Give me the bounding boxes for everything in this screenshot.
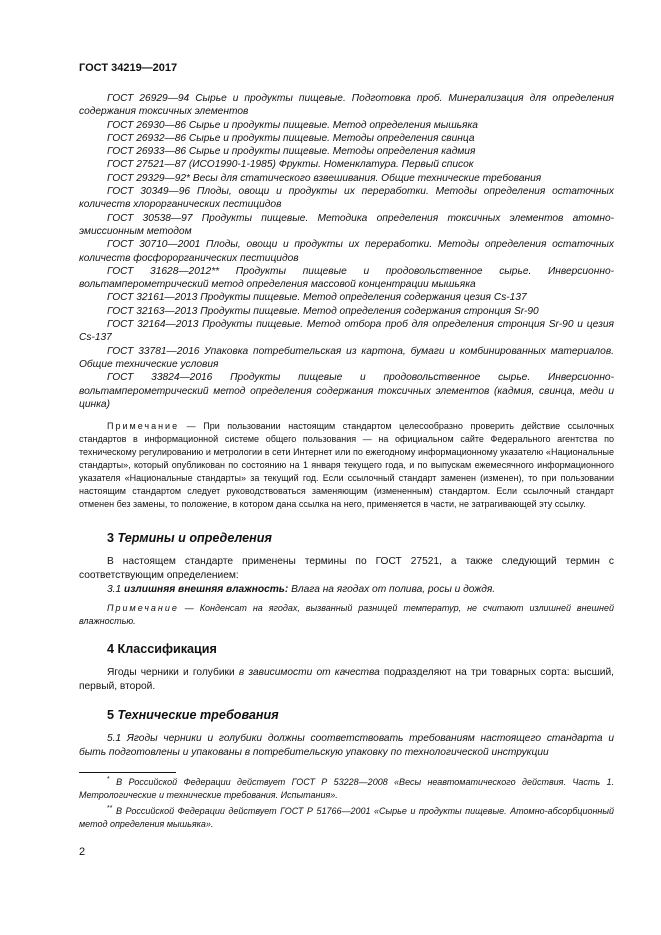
term-definition: 3.1 излишняя внешняя влажность: Влага на ягодах от полива, росы и дождя. [107, 584, 496, 595]
footnote-item: ** В Российской Федерации действует ГОСТ Р 51766—2001 «Сырье и продукты пищевые. Атомно-абсорбционный метод определения мышьяка». [79, 805, 614, 829]
reference-item: ГОСТ 32163—2013 Продукты пищевые. Метод определения содержания стронция Sr-90 [107, 305, 539, 317]
note-label: Примечание [107, 421, 180, 431]
section-3-intro: В настоящем стандарте применены термины по ГОСТ 27521, а также следующий термин с соответствующим определением: [79, 556, 614, 581]
note-label: Примечание [107, 603, 179, 613]
reference-item: ГОСТ 33824—2016 Продукты пищевые и продовольственное сырье. Инверсионно-вольтамперометрический метод определения содержания токсичных элементов (кадмия, свинца, меди и цинка) [79, 372, 614, 410]
reference-item: ГОСТ 27521—87 (ИСО1990-1-1985) Фрукты. Номенклатура. Первый список [107, 159, 474, 171]
reference-item: ГОСТ 29329—92* Весы для статического взвешивания. Общие технические требования [107, 172, 542, 184]
term-name: излишняя внешняя влажность: [124, 584, 289, 595]
footnote-item: * В Российской Федерации действует ГОСТ Р 53228—2008 «Весы неавтоматического действия. Часть 1. Метрологические и технические требования. Испытания». [79, 776, 614, 800]
reference-item: ГОСТ 26932—86 Сырье и продукты пищевые. Методы определения свинца [107, 132, 475, 144]
references-note [79, 420, 614, 511]
reference-item: ГОСТ 26929—94 Сырье и продукты пищевые. Подготовка проб. Минерализация для определения содержания токсичных элементов [79, 93, 614, 118]
reference-item: ГОСТ 26930—86 Сырье и продукты пищевые. Метод определения мышьяка [107, 119, 478, 131]
reference-item: ГОСТ 30349—96 Плоды, овощи и продукты их переработки. Методы определения остаточных количеств хлорорганических пестицидов [79, 186, 614, 211]
document-header: ГОСТ 34219—2017 [79, 62, 178, 74]
section-5-heading: 5 Технические требования [107, 708, 279, 722]
section-5-body: 5.1 Ягоды черники и голубики должны соответствовать требованиям настоящего стандарта и быть подготовлены и упакованы в потребительскую упаковку по технологической инструкции [79, 733, 614, 758]
section-3-body [79, 555, 614, 597]
page-number: 2 [79, 846, 86, 858]
reference-item: ГОСТ 31628—2012** Продукты пищевые и продовольственное сырье. Инверсионно-вольтамперометрический метод определения массовой концентрации мышьяка [79, 265, 614, 291]
footnotes [79, 776, 614, 834]
reference-item: ГОСТ 33781—2016 Упаковка потребительская из картона, бумаги и комбинированных материалов. Общие технические условия [79, 345, 614, 370]
reference-item: ГОСТ 32164—2013 Продукты пищевые. Метод отбора проб для определения стронция Sr-90 и цезия Cs-137 [79, 319, 614, 344]
section-3-heading: 3 Термины и определения [107, 531, 272, 545]
normative-references-list [79, 92, 614, 411]
reference-item: ГОСТ 30710—2001 Плоды, овощи и продукты их переработки. Методы определения остаточных количеств фосфорорганических пестицидов [79, 239, 614, 264]
section-4-body: Ягоды черники и голубики в зависимости от качества подразделяют на три товарных сорта: высший, первый, второй. [79, 667, 614, 692]
reference-item: ГОСТ 26933—86 Сырье и продукты пищевые. Методы определения кадмия [107, 146, 476, 158]
reference-item: ГОСТ 32161—2013 Продукты пищевые. Метод определения содержания цезия Cs-137 [107, 292, 527, 304]
note-text: — Конденсат на ягодах, вызванный разницей температур, не считают излишней внешней влажностью. [79, 603, 614, 626]
note-text: — При пользовании настоящим стандартом целесообразно проверить действие ссылочных стандартов в информационной системе общего пользования — на официальном сайте Федерального агентства по техническому регулированию и метрологии в сети Интернет или по ежегодному информационному указателю «Национальные стандарты», который опубликован по состоянию на 1 января текущего года, и по выпускам ежемесячного информационного указателя «Национальные стандарты» за текущий год. Если ссылочный стандарт заменен (изменен), то при пользовании настоящим стандартом следует руководствоваться заменяющим (измененным) стандартом. Если ссылочный стандарт отменен без замены, то положение, в котором дана ссылка на него, применяется в части, не затрагивающей эту ссылку. [79, 421, 614, 509]
footnote-separator [79, 772, 176, 773]
section-3-note [79, 602, 614, 628]
section-4-heading: 4 Классификация [107, 642, 217, 656]
reference-item: ГОСТ 30538—97 Продукты пищевые. Методика определения токсичных элементов атомно-эмиссионным методом [79, 212, 614, 237]
